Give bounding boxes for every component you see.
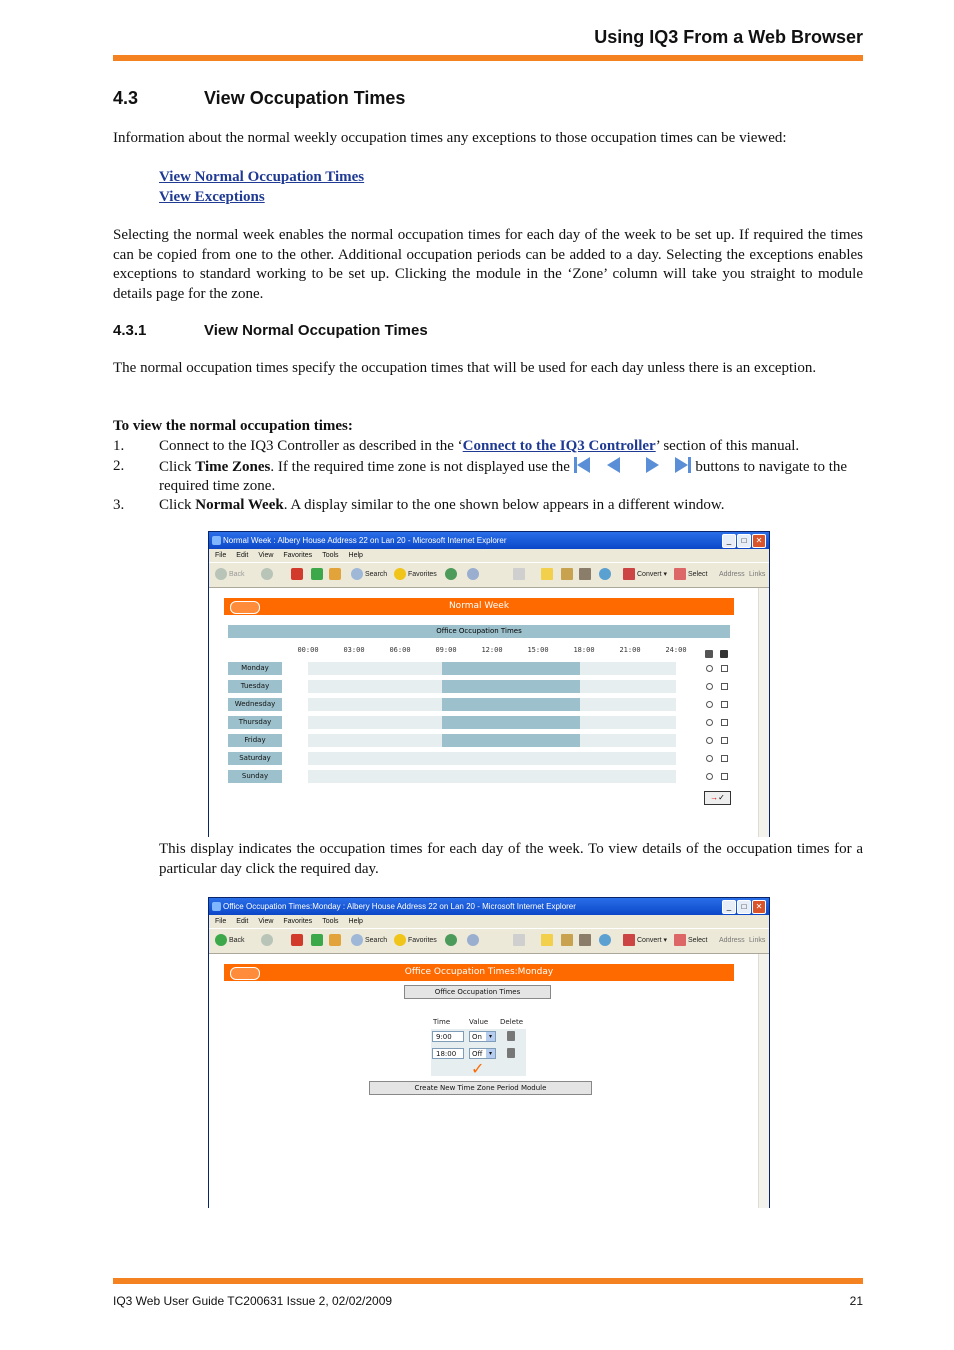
research-icon [561, 568, 573, 580]
history-icon [445, 934, 457, 946]
step-number: 3. [113, 496, 125, 513]
occupation-period [442, 662, 580, 675]
day-checkbox[interactable] [721, 737, 728, 744]
day-button-sunday[interactable]: Sunday [228, 770, 282, 783]
subsection-title: View Normal Occupation Times [204, 322, 428, 339]
first-icon[interactable] [577, 457, 590, 473]
address-label: Address [719, 937, 745, 944]
refresh-icon [311, 568, 323, 580]
banner-title: Normal Week [448, 601, 510, 611]
previous-icon[interactable] [607, 457, 620, 473]
page-content [209, 588, 759, 837]
hour-label: 21:00 [619, 646, 641, 654]
menu-file[interactable]: File [215, 918, 227, 925]
value-select-row1[interactable] [469, 1031, 496, 1042]
next-icon[interactable] [646, 457, 659, 473]
research-button[interactable] [561, 568, 575, 582]
page-content [209, 954, 759, 1208]
day-button-friday[interactable]: Friday [228, 734, 282, 747]
back-arrow-icon [215, 568, 227, 580]
subsection-heading [113, 322, 428, 339]
star-icon [394, 568, 406, 580]
menu-favorites[interactable]: Favorites [283, 552, 313, 559]
day-radio[interactable] [706, 719, 713, 726]
refresh-button[interactable] [311, 568, 325, 582]
value-select-text: On [472, 1033, 482, 1041]
favorites-label: Favorites [408, 571, 437, 578]
delete-column-header: Delete [500, 1018, 523, 1026]
trash-icon[interactable] [507, 1031, 515, 1041]
normal-week-banner [224, 598, 734, 615]
search-icon [351, 568, 363, 580]
view-normal-occupation-link[interactable]: View Normal Occupation Times [159, 169, 365, 185]
day-button-wednesday[interactable]: Wednesday [228, 698, 282, 711]
menu-help[interactable]: Help [348, 552, 363, 559]
time-input-row2[interactable]: 18:00 [432, 1048, 464, 1059]
step-2 [159, 457, 863, 497]
trash-icon[interactable] [507, 1048, 515, 1058]
close-icon[interactable]: ✕ [752, 534, 766, 548]
ie-icon [212, 902, 221, 911]
forward-button[interactable] [261, 934, 275, 948]
search-button[interactable] [351, 934, 387, 948]
messenger-button[interactable] [599, 568, 613, 582]
procedure-heading: To view the normal occupation times: [113, 418, 353, 434]
day-checkbox[interactable] [721, 755, 728, 762]
menu-tools[interactable]: Tools [322, 918, 339, 925]
day-checkbox[interactable] [721, 683, 728, 690]
section-title: View Occupation Times [204, 88, 406, 108]
day-button-thursday[interactable]: Thursday [228, 716, 282, 729]
menu-bar [209, 549, 769, 562]
step-text: ’ section of this manual. [655, 438, 800, 454]
convert-label: Convert [637, 571, 662, 578]
day-timeline [308, 698, 676, 711]
value-select-row2[interactable] [469, 1048, 496, 1059]
back-button[interactable] [215, 568, 245, 582]
day-checkbox[interactable] [721, 719, 728, 726]
refresh-button[interactable] [311, 934, 325, 948]
step-bold: Normal Week [195, 496, 284, 513]
hour-label: 12:00 [481, 646, 503, 654]
trend-logo-icon [230, 601, 260, 614]
tools-button[interactable] [579, 934, 593, 948]
hour-label: 09:00 [435, 646, 457, 654]
search-icon [351, 934, 363, 946]
stop-button[interactable] [291, 568, 305, 582]
monday-detail-window [208, 897, 770, 1208]
hour-scale [209, 646, 759, 656]
edit-icon [513, 934, 525, 946]
menu-favorites[interactable]: Favorites [283, 918, 313, 925]
day-checkbox[interactable] [721, 701, 728, 708]
description-paragraph: Selecting the normal week enables the normal occupation times for each day of the week to be set up. If required the times can be copied from one to the other. Additional occupation periods can be added to a day. Selecting the exceptions enables exceptions to standard working to be set up. Clicking the module in the ‘Zone’ column will take you straight to module details page for the zone. [113, 227, 863, 302]
forward-button[interactable] [261, 568, 275, 582]
last-bar-icon [688, 457, 691, 473]
day-timeline [308, 752, 676, 765]
select-button[interactable] [674, 934, 707, 948]
day-radio[interactable] [706, 683, 713, 690]
running-header: Using IQ3 From a Web Browser [594, 27, 863, 47]
research-icon [561, 934, 573, 946]
step-number: 2. [113, 457, 125, 474]
hour-label: 15:00 [527, 646, 549, 654]
mail-icon [467, 934, 479, 946]
banner-title: Office Occupation Times:Monday [404, 967, 554, 977]
day-checkbox[interactable] [721, 773, 728, 780]
search-button[interactable] [351, 568, 387, 582]
day-radio[interactable] [706, 665, 713, 672]
home-button[interactable] [329, 934, 343, 948]
section-number: 4.3 [113, 88, 139, 108]
menu-view[interactable]: View [258, 918, 274, 925]
research-button[interactable] [561, 934, 575, 948]
refresh-icon [311, 934, 323, 946]
select-icon [674, 934, 686, 946]
day-button-tuesday[interactable]: Tuesday [228, 680, 282, 693]
window-titlebar [209, 532, 769, 549]
day-grid [209, 662, 759, 788]
star-icon [394, 934, 406, 946]
vertical-scrollbar[interactable] [758, 588, 769, 837]
day-radio[interactable] [706, 701, 713, 708]
folder-button[interactable] [541, 568, 555, 582]
convert-icon [623, 568, 635, 580]
select-label: Select [688, 937, 708, 944]
day-timeline [308, 716, 676, 729]
select-label: Select [688, 571, 708, 578]
section-heading [113, 88, 405, 109]
day-timeline [308, 662, 676, 675]
back-button[interactable] [215, 934, 245, 948]
tools-icon [579, 934, 591, 946]
home-icon [329, 934, 341, 946]
day-timeline [308, 770, 676, 783]
step-text: . If the required time zone is not displayed use the [270, 458, 574, 475]
back-label: Back [229, 571, 245, 578]
search-label: Search [365, 937, 388, 944]
window-titlebar [209, 898, 769, 915]
folder-button[interactable] [541, 934, 555, 948]
maximize-icon[interactable]: □ [737, 534, 751, 548]
favorites-label: Favorites [408, 937, 437, 944]
stop-icon [291, 568, 303, 580]
menu-tools[interactable]: Tools [322, 552, 339, 559]
chevron-down-icon: ▾ [486, 1032, 495, 1041]
menu-help[interactable]: Help [348, 918, 363, 925]
history-icon [445, 568, 457, 580]
select-button[interactable] [674, 568, 707, 582]
steps-list [113, 437, 863, 517]
back-label: Back [229, 937, 245, 944]
header-rule [113, 55, 863, 61]
paste-icon[interactable] [720, 645, 728, 663]
convert-label: Convert [637, 937, 662, 944]
last-icon[interactable] [675, 457, 688, 473]
step-3 [159, 496, 863, 516]
hour-label: 03:00 [343, 646, 365, 654]
time-input-row1[interactable]: 9:00 [432, 1031, 464, 1042]
monday-banner [224, 964, 734, 981]
messenger-icon [599, 568, 611, 580]
copy-icon[interactable] [705, 645, 713, 663]
day-radio[interactable] [706, 737, 713, 744]
back-arrow-icon [215, 934, 227, 946]
mail-icon [467, 568, 479, 580]
edit-button[interactable] [513, 568, 527, 582]
intro-paragraph: Information about the normal weekly occupation times any exceptions to those occupation times can be viewed: [113, 130, 787, 146]
hour-label: 24:00 [665, 646, 687, 654]
browser-toolbar [209, 928, 769, 954]
normal-times-paragraph: The normal occupation times specify the occupation times that will be used for each day unless there is an exception. [113, 360, 817, 376]
convert-icon [623, 934, 635, 946]
step-text: Click [159, 496, 196, 513]
search-label: Search [365, 571, 388, 578]
select-icon [674, 568, 686, 580]
window-title: Normal Week : Albery House Address 22 on Lan 20 - Microsoft Internet Explorer [223, 536, 507, 545]
create-period-module-button[interactable]: Create New Time Zone Period Module [369, 1081, 592, 1095]
step-text: Click [159, 458, 196, 475]
menu-bar [209, 915, 769, 928]
step-text: buttons to navigate to the required time zone. [159, 458, 848, 494]
trend-logo-icon [230, 967, 260, 980]
forward-arrow-icon [261, 934, 273, 946]
normal-week-window [208, 531, 770, 837]
menu-edit[interactable]: Edit [236, 918, 249, 925]
office-occupation-subbar: Office Occupation Times [228, 625, 730, 638]
minimize-icon[interactable]: _ [722, 534, 736, 548]
occupation-period [442, 680, 580, 693]
copy-day-button[interactable]: →✓ [704, 791, 731, 805]
edit-icon [513, 568, 525, 580]
occupation-period [442, 698, 580, 711]
browser-toolbar [209, 562, 769, 588]
footer-text: IQ3 Web User Guide TC200631 Issue 2, 02/02/2009 [113, 1294, 393, 1308]
tools-button[interactable] [579, 568, 593, 582]
page-number: 21 [849, 1294, 863, 1308]
menu-edit[interactable]: Edit [236, 552, 249, 559]
step-text: Connect to the IQ3 Controller as described in the ‘ [159, 438, 463, 454]
minimize-icon[interactable]: _ [722, 900, 736, 914]
stop-button[interactable] [291, 934, 305, 948]
folder-icon [541, 934, 553, 946]
day-radio[interactable] [706, 755, 713, 762]
link-list [159, 168, 364, 207]
links-label: Links [749, 937, 766, 944]
footer-rule [113, 1278, 863, 1284]
messenger-icon [599, 934, 611, 946]
step-text: . A display similar to the one shown below appears in a different window. [283, 496, 725, 513]
favorites-button[interactable] [394, 934, 437, 948]
close-icon[interactable]: ✕ [752, 900, 766, 914]
vertical-scrollbar[interactable] [758, 954, 769, 1208]
value-column-header: Value [469, 1018, 489, 1026]
home-icon [329, 568, 341, 580]
history-button[interactable] [445, 568, 459, 582]
history-button[interactable] [445, 934, 459, 948]
forward-arrow-icon [261, 568, 273, 580]
hour-label: 00:00 [297, 646, 319, 654]
day-button-saturday[interactable]: Saturday [228, 752, 282, 765]
convert-button[interactable]: Convert ▾ [623, 568, 667, 582]
hour-label: 06:00 [389, 646, 411, 654]
stop-icon [291, 934, 303, 946]
day-timeline [308, 680, 676, 693]
caption-paragraph: This display indicates the occupation times for each day of the week. To view details of the occupation times for a particular day click the required day. [159, 841, 863, 877]
step-1 [159, 437, 863, 457]
value-select-text: Off [472, 1050, 483, 1058]
menu-file[interactable]: File [215, 552, 227, 559]
mail-button[interactable] [467, 934, 481, 948]
ie-icon [212, 536, 221, 545]
window-title: Office Occupation Times:Monday : Albery House Address 22 on Lan 20 - Microsoft Internet Explorer [223, 902, 576, 911]
address-label: Address [719, 571, 745, 578]
step-bold: Time Zones [195, 458, 271, 475]
messenger-button[interactable] [599, 934, 613, 948]
convert-button[interactable]: Convert ▾ [623, 934, 667, 948]
office-occupation-times-button[interactable]: Office Occupation Times [404, 985, 551, 999]
day-checkbox[interactable] [721, 665, 728, 672]
occupation-period [442, 716, 580, 729]
nav-buttons [574, 457, 692, 473]
view-exceptions-link[interactable]: View Exceptions [159, 188, 265, 205]
occupation-period [442, 734, 580, 747]
day-timeline [308, 734, 676, 747]
menu-view[interactable]: View [258, 552, 274, 559]
subsection-number: 4.3.1 [113, 322, 147, 339]
checkmark-icon[interactable]: ✓ [471, 1059, 485, 1078]
edit-button[interactable] [513, 934, 527, 948]
time-column-header: Time [433, 1018, 451, 1026]
step-number: 1. [113, 438, 125, 454]
day-radio[interactable] [706, 773, 713, 780]
hour-label: 18:00 [573, 646, 595, 654]
chevron-down-icon: ▾ [486, 1049, 495, 1058]
home-button[interactable] [329, 568, 343, 582]
mail-button[interactable] [467, 568, 481, 582]
maximize-icon[interactable]: □ [737, 900, 751, 914]
connect-link[interactable]: Connect to the IQ3 Controller [462, 438, 656, 454]
favorites-button[interactable] [394, 568, 437, 582]
links-label: Links [749, 571, 766, 578]
folder-icon [541, 568, 553, 580]
tools-icon [579, 568, 591, 580]
day-button-monday[interactable]: Monday [228, 662, 282, 675]
